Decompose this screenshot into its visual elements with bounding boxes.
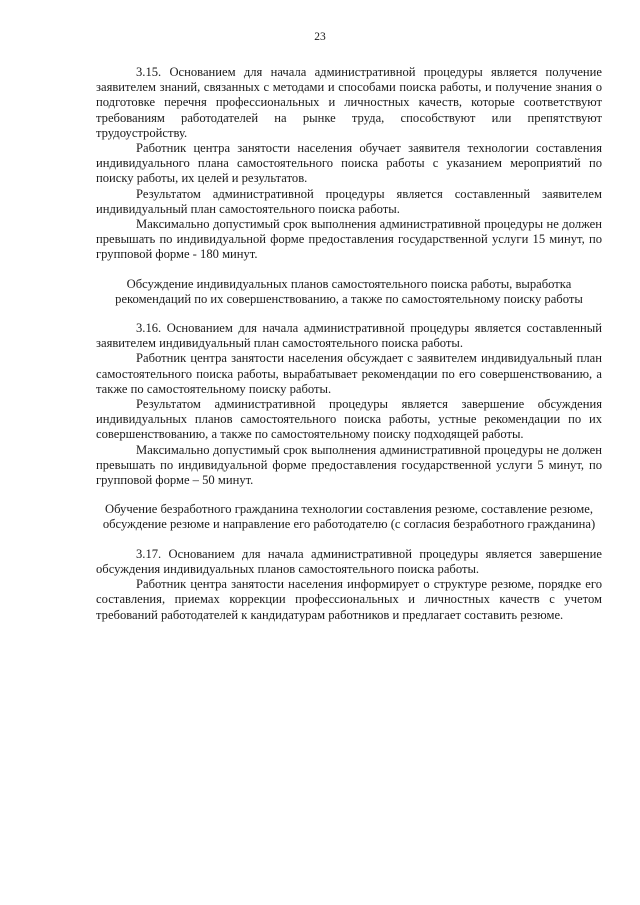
paragraph-3-16-result: Результатом административной процедуры является завершение обсуждения индивидуальных планов самостоятельного поиска работы, устные рекомендации по их совершенствованию, а также по самостоятельному поиску подходящей работы. — [96, 397, 602, 442]
paragraph-3-16-deadline: Максимально допустимый срок выполнения административной процедуры не должен превышать по индивидуальной форме предоставления государственной услуги 5 минут, по групповой форме – 50 минут. — [96, 442, 602, 488]
paragraph-3-16-worker: Работник центра занятости населения обсуждает с заявителем индивидуальный план самостоятельного поиска работы, вырабатывает рекомендации по его совершенствованию, а также по самостоятельному поиску работы. — [96, 351, 602, 396]
section-heading-discussion: Обсуждение индивидуальных планов самостоятельного поиска работы, выработка рекомендаций по их совершенствованию, а также по самостоятельному поиску работы — [115, 276, 583, 306]
paragraph-3-15-basis: 3.15. Основанием для начала административной процедуры является получение заявителем знаний, связанных с методами и способами поиска работы, и получение знания о подготовке перечня профессиональных и личностных качеств, которые соответствуют требованиям работодателей на рынке труда, способствуют или препятствуют трудоустройству. — [96, 65, 602, 140]
paragraph-3-15-worker: Работник центра занятости населения обучает заявителя технологии составления индивидуального плана самостоятельного поиска работы с указанием мероприятий по поиску работы, их целей и результатов. — [96, 141, 602, 186]
paragraph-3-17-worker: Работник центра занятости населения информирует о структуре резюме, порядке его составления, приемах коррекции профессиональных и личностных качеств с учетом требований работодателей к кандидатурам работников и предлагает составить резюме. — [96, 577, 602, 622]
section-heading-resume: Обучение безработного гражданина технологии составления резюме, составление резюме, обсуждение резюме и направление его работодателю (с согласия безработного гражданина) — [102, 502, 596, 532]
page-number: 23 — [314, 31, 326, 43]
paragraph-3-15-result: Результатом административной процедуры является составленный заявителем индивидуальный план самостоятельного поиска работы. — [96, 186, 602, 216]
document-body — [96, 65, 602, 623]
paragraph-3-17-basis: 3.17. Основанием для начала административной процедуры является завершение обсуждения индивидуальных планов самостоятельного поиска работы. — [96, 546, 602, 576]
paragraph-3-16-basis: 3.16. Основанием для начала административной процедуры является составленный заявителем индивидуальный план самостоятельного поиска работы. — [96, 321, 602, 351]
paragraph-3-15-deadline: Максимально допустимый срок выполнения административной процедуры не должен превышать по индивидуальной форме предоставления государственной услуги 15 минут, по групповой форме - 180 минут. — [96, 217, 602, 262]
